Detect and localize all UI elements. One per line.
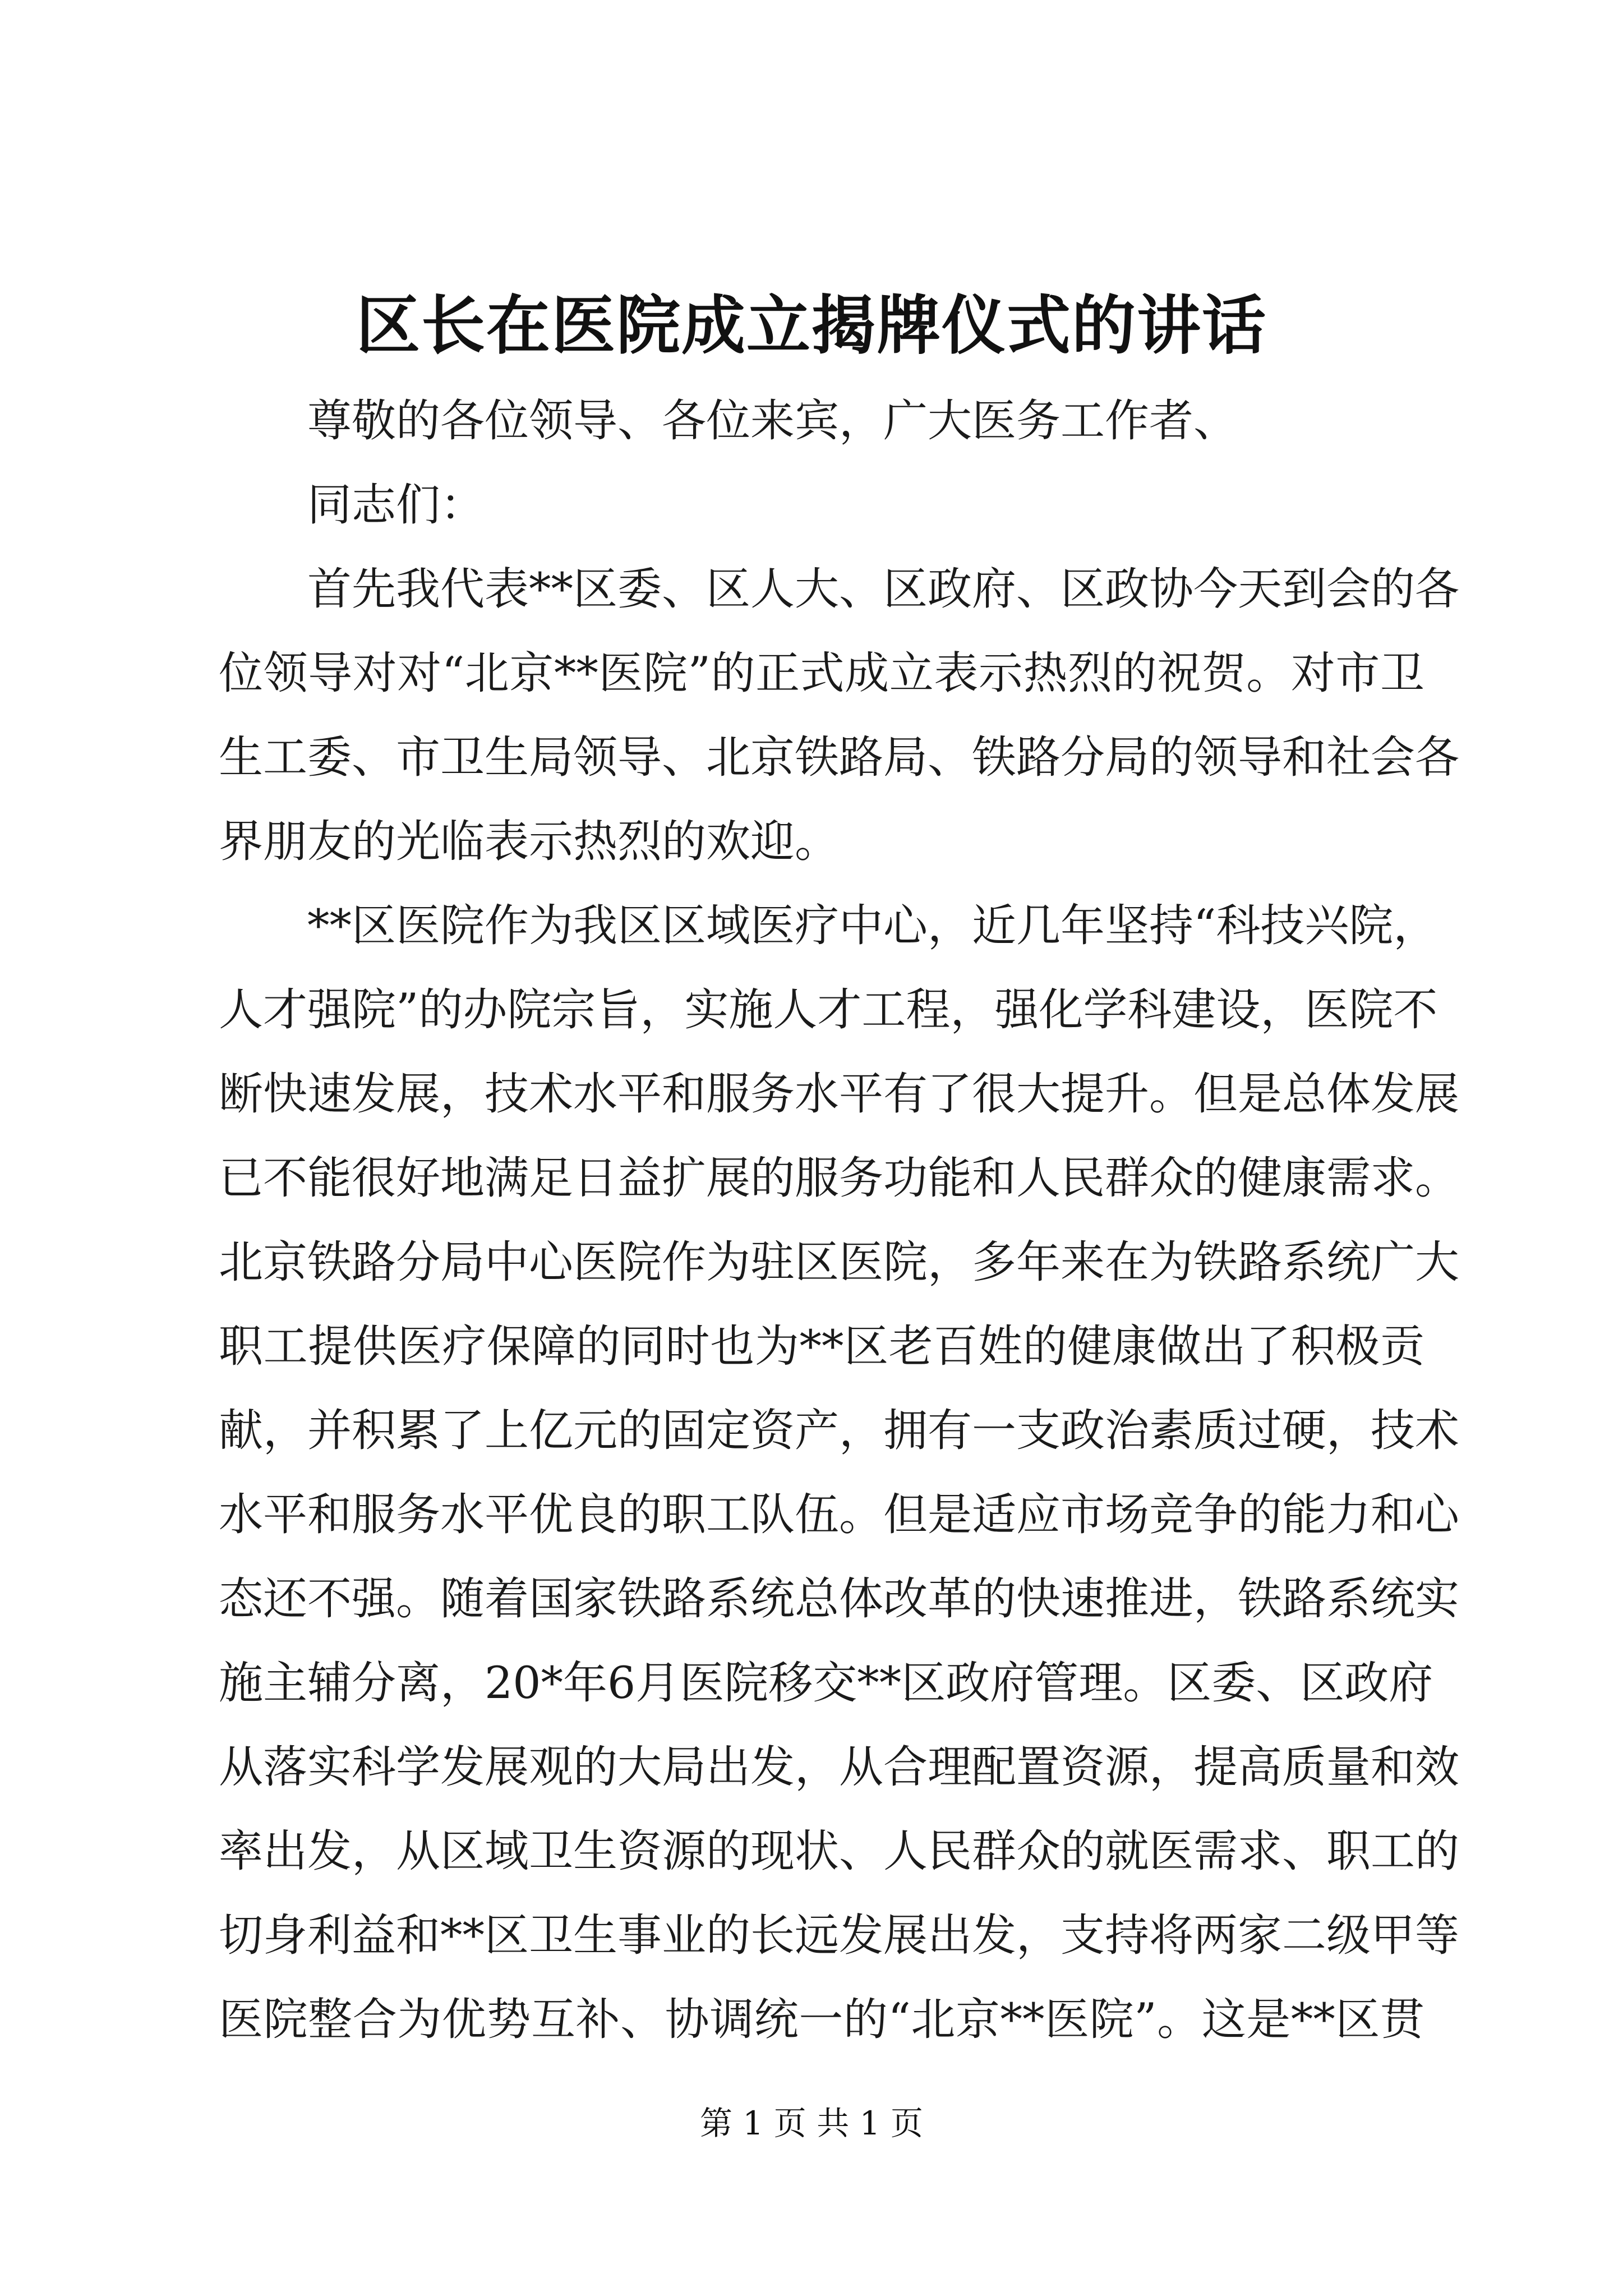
paragraph-1-line: 生工委、市卫生局领导、北京铁路局、铁路分局的领导和社会各: [219, 731, 1459, 783]
paragraph-1-line: 首先我代表**区委、区人大、区政府、区政协今天到会的各: [307, 563, 1459, 615]
paragraph-1-line: 位领导对对“北京**医院”的正式成立表示热烈的祝贺。对市卫: [219, 647, 1424, 699]
paragraph-2-line: 从落实科学发展观的大局出发，从合理配置资源，提高质量和效: [219, 1741, 1459, 1793]
greeting-line-1: 尊敬的各位领导、各位来宾，广大医务工作者、: [307, 395, 1238, 447]
paragraph-2-line: 态还不强。随着国家铁路系统总体改革的快速推进，铁路系统实: [219, 1573, 1459, 1625]
paragraph-2-line: 水平和服务水平优良的职工队伍。但是适应市场竞争的能力和心: [219, 1489, 1459, 1540]
paragraph-1-line: 界朋友的光临表示热烈的欢迎。: [219, 816, 839, 867]
paragraph-2-line: 医院整合为优势互补、协调统一的“北京**医院”。这是**区贯: [219, 1994, 1424, 2045]
page-footer: 第 1 页 共 1 页: [700, 2104, 923, 2142]
greeting-line-2: 同志们：: [307, 479, 485, 531]
paragraph-2-line: 切身利益和**区卫生事业的长远发展出发，支持将两家二级甲等: [219, 1910, 1459, 1961]
paragraph-2-line: 北京铁路分局中心医院作为驻区医院，多年来在为铁路系统广大: [219, 1236, 1459, 1288]
paragraph-2-line: 施主辅分离，20*年6月医院移交**区政府管理。区委、区政府: [219, 1657, 1433, 1709]
paragraph-2-line: 职工提供医疗保障的同时也为**区老百姓的健康做出了积极贡: [219, 1320, 1424, 1372]
paragraph-2-line: 率出发，从区域卫生资源的现状、人民群众的就医需求、职工的: [219, 1825, 1459, 1877]
paragraph-2-line: 断快速发展，技术水平和服务水平有了很大提升。但是总体发展: [219, 1068, 1459, 1120]
paragraph-2-line: 人才强院”的办院宗旨，实施人才工程，强化学科建设，医院不: [219, 984, 1438, 1036]
paragraph-2-line: **区医院作为我区区域医疗中心，近几年坚持“科技兴院，: [307, 900, 1438, 951]
paragraph-2-line: 已不能很好地满足日益扩展的服务功能和人民群众的健康需求。: [219, 1152, 1459, 1204]
paragraph-2-line: 献，并积累了上亿元的固定资产，拥有一支政治素质过硬，技术: [219, 1405, 1459, 1456]
document-title: 区长在医院成立揭牌仪式的讲话: [356, 288, 1267, 363]
